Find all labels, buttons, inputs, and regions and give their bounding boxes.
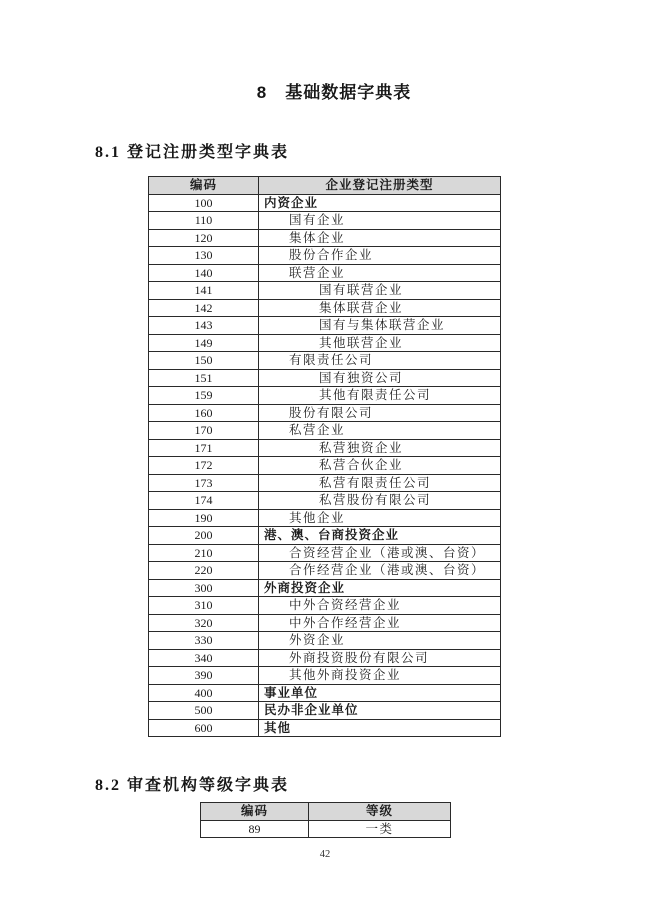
table-row <box>149 649 501 667</box>
section-8-1-heading: 8.1 登记注册类型字典表 <box>95 144 290 161</box>
table-row <box>149 667 501 685</box>
review-agency-level-dictionary-table <box>200 802 451 838</box>
label-cell: 国有独资公司 <box>259 369 501 387</box>
table-row <box>149 369 501 387</box>
level-column-header: 等级 <box>309 803 451 821</box>
code-cell: 171 <box>149 439 259 457</box>
code-cell: 300 <box>149 579 259 597</box>
code-cell: 310 <box>149 597 259 615</box>
table-row <box>149 422 501 440</box>
table-row <box>149 264 501 282</box>
page-title: 8 基础数据字典表 <box>256 83 412 102</box>
code-cell: 174 <box>149 492 259 510</box>
code-cell: 340 <box>149 649 259 667</box>
table-row <box>149 299 501 317</box>
code-cell: 130 <box>149 247 259 265</box>
table-row <box>149 579 501 597</box>
label-cell: 股份有限公司 <box>259 404 501 422</box>
table-row <box>149 544 501 562</box>
table-row <box>149 509 501 527</box>
label-cell: 国有企业 <box>259 212 501 230</box>
label-cell: 联营企业 <box>259 264 501 282</box>
code-cell: 143 <box>149 317 259 335</box>
code-cell: 320 <box>149 614 259 632</box>
code-cell: 220 <box>149 562 259 580</box>
label-cell: 外商投资股份有限公司 <box>259 649 501 667</box>
table-row <box>149 352 501 370</box>
table-row <box>149 229 501 247</box>
page-number: 42 <box>319 849 331 860</box>
code-cell: 141 <box>149 282 259 300</box>
label-cell: 有限责任公司 <box>259 352 501 370</box>
code-cell: 400 <box>149 684 259 702</box>
label-cell: 其他外商投资企业 <box>259 667 501 685</box>
code-cell: 151 <box>149 369 259 387</box>
table-row <box>149 457 501 475</box>
table-row <box>149 527 501 545</box>
table-row <box>149 334 501 352</box>
label-cell: 港、澳、台商投资企业 <box>259 527 501 545</box>
code-cell: 330 <box>149 632 259 650</box>
code-cell: 110 <box>149 212 259 230</box>
code-cell: 172 <box>149 457 259 475</box>
code-cell: 160 <box>149 404 259 422</box>
label-cell: 合资经营企业（港或澳、台资） <box>259 544 501 562</box>
label-cell: 民办非企业单位 <box>259 702 501 720</box>
label-cell: 其他有限责任公司 <box>259 387 501 405</box>
code-cell: 390 <box>149 667 259 685</box>
code-cell: 100 <box>149 194 259 212</box>
code-cell: 149 <box>149 334 259 352</box>
table-row <box>149 212 501 230</box>
code-cell: 190 <box>149 509 259 527</box>
label-cell: 其他企业 <box>259 509 501 527</box>
registration-type-dictionary-table <box>148 176 501 737</box>
table-row <box>149 492 501 510</box>
table-row <box>149 562 501 580</box>
label-cell: 其他 <box>259 719 501 737</box>
label-cell: 集体企业 <box>259 229 501 247</box>
code-cell: 142 <box>149 299 259 317</box>
label-cell: 事业单位 <box>259 684 501 702</box>
table-row <box>149 194 501 212</box>
table-row <box>149 684 501 702</box>
table-header-row <box>149 177 501 195</box>
label-cell: 外资企业 <box>259 632 501 650</box>
label-cell: 其他联营企业 <box>259 334 501 352</box>
section-8-2-heading: 8.2 审查机构等级字典表 <box>95 777 290 794</box>
code-cell: 120 <box>149 229 259 247</box>
label-cell: 中外合资经营企业 <box>259 597 501 615</box>
code-cell: 600 <box>149 719 259 737</box>
table-row <box>149 614 501 632</box>
code-column-header: 编码 <box>201 803 309 821</box>
label-cell: 私营有限责任公司 <box>259 474 501 492</box>
label-cell: 私营独资企业 <box>259 439 501 457</box>
code-cell: 159 <box>149 387 259 405</box>
table-row <box>149 387 501 405</box>
label-cell: 中外合作经营企业 <box>259 614 501 632</box>
label-cell: 国有与集体联营企业 <box>259 317 501 335</box>
code-column-header: 编码 <box>149 177 259 195</box>
code-cell: 150 <box>149 352 259 370</box>
code-cell: 140 <box>149 264 259 282</box>
table-row <box>149 702 501 720</box>
table-row <box>149 247 501 265</box>
label-cell: 集体联营企业 <box>259 299 501 317</box>
code-cell: 89 <box>201 820 309 838</box>
table-row <box>149 317 501 335</box>
table-row <box>149 632 501 650</box>
table-row <box>149 282 501 300</box>
label-cell: 私营股份有限公司 <box>259 492 501 510</box>
table-row <box>149 439 501 457</box>
table-row <box>201 820 451 838</box>
code-cell: 200 <box>149 527 259 545</box>
label-cell: 合作经营企业（港或澳、台资） <box>259 562 501 580</box>
table-header-row <box>201 803 451 821</box>
registration-type-column-header: 企业登记注册类型 <box>259 177 501 195</box>
table-row <box>149 474 501 492</box>
label-cell: 一类 <box>309 820 451 838</box>
label-cell: 内资企业 <box>259 194 501 212</box>
label-cell: 私营企业 <box>259 422 501 440</box>
label-cell: 国有联营企业 <box>259 282 501 300</box>
code-cell: 170 <box>149 422 259 440</box>
label-cell: 股份合作企业 <box>259 247 501 265</box>
label-cell: 外商投资企业 <box>259 579 501 597</box>
code-cell: 210 <box>149 544 259 562</box>
label-cell: 私营合伙企业 <box>259 457 501 475</box>
table-row <box>149 597 501 615</box>
table-row <box>149 404 501 422</box>
code-cell: 500 <box>149 702 259 720</box>
code-cell: 173 <box>149 474 259 492</box>
table-row <box>149 719 501 737</box>
